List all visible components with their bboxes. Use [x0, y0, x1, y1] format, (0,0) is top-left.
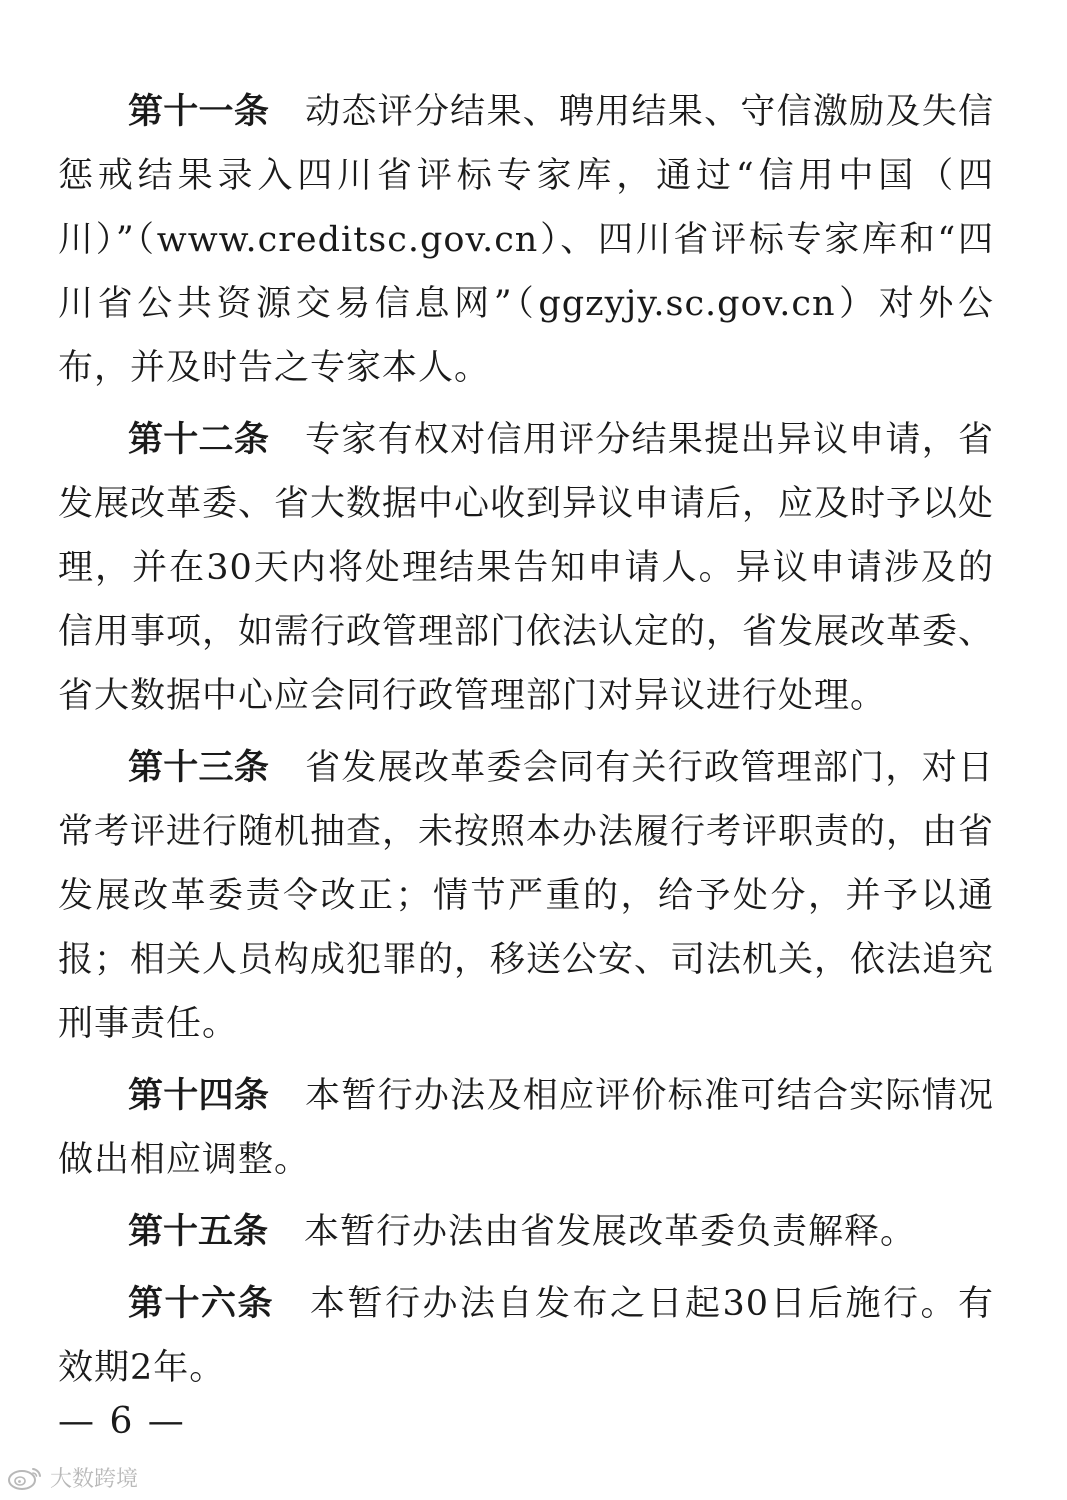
article-16 — [58, 1272, 994, 1400]
article-15 — [58, 1200, 994, 1264]
article-14 — [58, 1064, 994, 1192]
article-title: 第十五条 — [128, 1212, 269, 1252]
article-text: 本暂行办法由省发展改革委负责解释。 — [304, 1212, 917, 1252]
article-12 — [58, 408, 994, 728]
article-11 — [58, 80, 994, 400]
article-text: 本暂行办法及相应评价标准可结合实际情况做出相应调整。 — [58, 1076, 994, 1180]
article-title: 第十一条 — [128, 92, 270, 132]
article-title: 第十二条 — [128, 420, 270, 460]
article-title: 第十三条 — [128, 748, 270, 788]
document-body — [58, 80, 994, 1408]
article-text: 本暂行办法自发布之日起30日后施行。有效期2年。 — [58, 1284, 994, 1388]
article-title: 第十四条 — [128, 1076, 270, 1116]
article-text: 动态评分结果、聘用结果、守信激励及失信惩戒结果录入四川省评标专家库，通过“信用中国（四川）”（www.creditsc.gov.cn）、四川省评标专家库和“四川省公共资源交易信息网”（ggzyjy.sc.gov.cn）对外公布，并及时告之专家本人。 — [58, 92, 994, 388]
article-text: 专家有权对信用评分结果提出异议申请，省发展改革委、省大数据中心收到异议申请后，应及时予以处理，并在30天内将处理结果告知申请人。异议申请涉及的信用事项，如需行政管理部门依法认定的，省发展改革委、省大数据中心应会同行政管理部门对异议进行处理。 — [58, 420, 995, 716]
weibo-logo-icon — [6, 1465, 44, 1491]
article-13 — [58, 736, 994, 1056]
watermark-text: 大数跨境 — [50, 1467, 139, 1492]
article-title: 第十六条 — [128, 1284, 274, 1324]
page-number: — 6 — — [58, 1401, 186, 1442]
article-text: 省发展改革委会同有关行政管理部门，对日常考评进行随机抽查，未按照本办法履行考评职责的，由省发展改革委责令改正；情节严重的，给予处分，并予以通报；相关人员构成犯罪的，移送公安、司法机关，依法追究刑事责任。 — [58, 748, 995, 1044]
watermark — [6, 1462, 138, 1493]
